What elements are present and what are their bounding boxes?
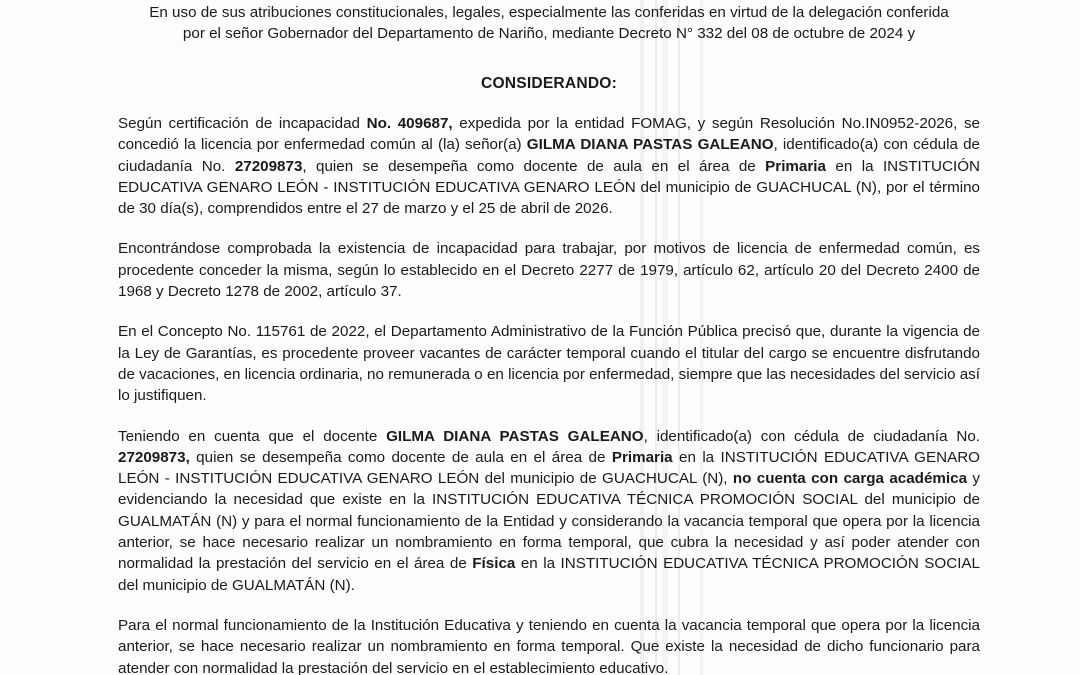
- paragraph-incapacity-certification: [118, 113, 980, 219]
- subject-area: Primaria: [611, 448, 673, 466]
- text-run: y evidenciando la necesidad que existe en la INSTITUCIÓN EDUCATIVA TÉCNICA PROMOCIÓN SOCIAL del municipio de GUALMATÁN (N) y para el normal funcionamiento de la Entidad y considerando la vacancia temporal que opera por la licencia anterior, se hace necesario realizar un nombramiento en forma temporal, que cubra la necesidad y así poder atender con normalidad la prestación del servicio en el área de: [118, 470, 980, 573]
- subject-area: Física: [472, 555, 516, 573]
- paragraph-temporary-appointment-need: [118, 426, 980, 596]
- intro-line-2: por el señor Gobernador del Departamento de Nariño, mediante Decreto N° 332 del 08 de octubre de 2024 y: [182, 25, 916, 42]
- teacher-name: GILMA DIANA PASTAS GALEANO: [386, 427, 644, 445]
- intro-line-1: En uso de sus atribuciones constitucionales, legales, especialmente las conferidas en virtud de la delegación conferida: [149, 4, 949, 21]
- text-run: en la INSTITUCIÓN EDUCATIVA GENARO LEÓN - INSTITUCIÓN EDUCATIVA GENARO LEÓN del municipio de GUACHUCAL (N),: [118, 448, 980, 488]
- text-run: , quien se desempeña como docente de aula en el área de: [302, 157, 766, 175]
- id-number: 27209873: [234, 157, 303, 175]
- certificate-number: No. 409687,: [366, 115, 453, 132]
- text-run: en la INSTITUCIÓN EDUCATIVA GENARO LEÓN - INSTITUCIÓN EDUCATIVA GENARO LEÓN del municipio de GUACHUCAL (N), por el término de 30 día(s), comprendidos entre el 27 de marzo y el 25 de abril de 2026.: [118, 157, 980, 218]
- considerando-heading: CONSIDERANDO:: [480, 75, 617, 92]
- text-run: quien se desempeña como docente de aula en el área de: [189, 448, 612, 466]
- text-run: , identificado(a) con cédula de ciudadanía No.: [643, 427, 980, 445]
- text-run: en la INSTITUCIÓN EDUCATIVA TÉCNICA PROMOCIÓN SOCIAL del municipio de GUALMATÁN (N).: [118, 555, 981, 594]
- id-number: 27209873,: [118, 448, 190, 466]
- text-run: Teniendo en cuenta que el docente: [118, 427, 387, 445]
- no-academic-load: no cuenta con carga académica: [732, 470, 968, 488]
- text-run: expedida por la entidad FOMAG, y según Resolución No.IN0952-2026, se concedió la licencia por enfermedad común al (la) señor(a): [118, 115, 981, 154]
- paragraph-institution-functioning: Para el normal funcionamiento de la Institución Educativa y teniendo en cuenta la vacancia temporal que opera por la licencia anterior, se hace necesario realizar un nombramiento en forma temporal. Que existe la necesidad de dicho funcionario para atender con normalidad la prestación del servicio en el establecimiento educativo.: [118, 616, 980, 675]
- text-run: , identificado(a) con cédula de ciudadanía No.: [118, 136, 980, 175]
- intro-paragraph: [118, 0, 980, 44]
- document-body: [118, 0, 980, 675]
- text-run: Según certificación de incapacidad: [118, 115, 367, 132]
- teacher-name: GILMA DIANA PASTAS GALEANO: [526, 136, 774, 154]
- paragraph-legal-basis: Encontrándose comprobada la existencia de incapacidad para trabajar, por motivos de licencia de enfermedad común, es procedente conceder la misma, según lo establecido en el Decreto 2277 de 1979, artículo 62, artículo 20 del Decreto 2400 de 1968 y Decreto 1278 de 2002, artículo 37.: [118, 240, 980, 301]
- paragraph-concept-funcion-publica: En el Concepto No. 115761 de 2022, el Departamento Administrativo de la Función Pública precisó que, durante la vigencia de la Ley de Garantías, es procedente proveer vacantes de carácter temporal cuando el titular del cargo se encuentre disfrutando de vacaciones, en licencia ordinaria, no remunerada o en licencia por enfermedad, siempre que las necesidades del servicio así lo justifiquen.: [118, 323, 980, 405]
- subject-area: Primaria: [765, 157, 826, 175]
